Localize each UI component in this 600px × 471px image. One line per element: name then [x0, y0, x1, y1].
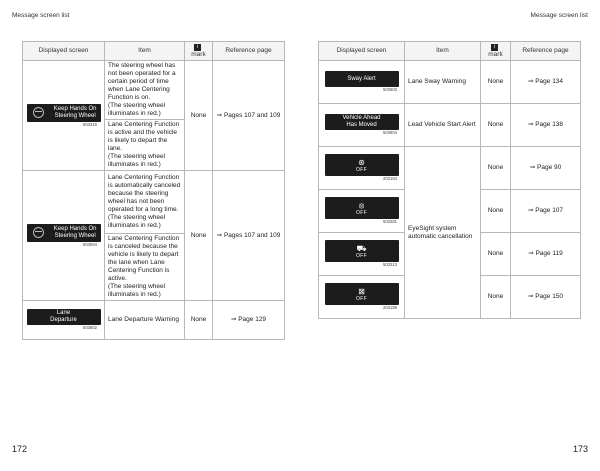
- col-displayed-screen: Displayed screen: [23, 42, 105, 61]
- page-number-right: 173: [572, 444, 588, 454]
- item-cell: The steering wheel has not been operated for a certain period of time when Lane Centering Function is on. (The steering wheel illuminates in red.): [105, 61, 185, 120]
- screen-cell: [23, 301, 105, 340]
- lane-keep-off-icon: ⦻: [358, 200, 365, 210]
- reference-cell: ⇒ Page 129: [213, 301, 285, 340]
- display-screen: Sway Alert: [325, 71, 399, 87]
- display-screen: ⛟ OFF: [325, 240, 399, 262]
- display-screen: Vehicle Ahead Has Moved: [325, 114, 399, 130]
- reference-cell: ⇒ Pages 107 and 109: [213, 171, 285, 301]
- car-front-off-icon: ⛟: [356, 243, 367, 253]
- steering-wheel-icon: [33, 227, 44, 238]
- mark-cell: None: [481, 276, 511, 319]
- item-cell: Lead Vehicle Start Alert: [405, 104, 481, 147]
- screen-cell: [319, 233, 405, 276]
- col-item: Item: [405, 42, 481, 61]
- item-cell: Lane Centering Function is canceled because the vehicle is likely to depart the lane when Lane Centering Function is active. (The steering wheel illuminates in red.): [105, 234, 185, 301]
- mark-cell: None: [185, 61, 213, 171]
- display-screen: Lane Departure: [27, 309, 101, 325]
- screen-code: 203184: [383, 176, 397, 181]
- reference-cell: ⇒ Page 107: [511, 190, 581, 233]
- screen-cell: [319, 104, 405, 147]
- steering-wheel-icon: [33, 107, 44, 118]
- display-screen: Keep Hands On Steering Wheel: [27, 224, 101, 242]
- col-mark: imark: [481, 42, 511, 61]
- screen-cell: [23, 171, 105, 301]
- screen-code: 503316: [83, 121, 97, 127]
- screen-cell: [319, 276, 405, 319]
- screen-code: 203188: [383, 305, 397, 310]
- item-cell: EyeSight system automatic cancellation: [405, 147, 481, 319]
- screen-code: 503564: [83, 241, 97, 247]
- left-message-table: [22, 41, 285, 340]
- screen-cell: [319, 147, 405, 190]
- header-left-title: Message screen list: [12, 12, 70, 19]
- col-reference-page: Reference page: [213, 42, 285, 61]
- mark-cell: None: [185, 301, 213, 340]
- screen-code: 503313: [383, 262, 397, 267]
- display-screen: ⦻ OFF: [325, 197, 399, 219]
- screen-code: 503381: [383, 219, 397, 224]
- screen-cell: [23, 61, 105, 171]
- reference-cell: ⇒ Pages 107 and 109: [213, 61, 285, 171]
- mark-cell: None: [185, 171, 213, 301]
- info-mark-icon: i: [194, 44, 201, 51]
- reference-cell: ⇒ Page 90: [511, 147, 581, 190]
- col-item: Item: [105, 42, 185, 61]
- info-mark-icon: i: [491, 44, 498, 51]
- reference-cell: ⇒ Page 138: [511, 104, 581, 147]
- col-mark: imark: [185, 42, 213, 61]
- mark-cell: None: [481, 233, 511, 276]
- mark-cell: None: [481, 104, 511, 147]
- col-displayed-screen: Displayed screen: [319, 42, 405, 61]
- display-screen: ⊛ OFF: [325, 154, 399, 176]
- item-cell: Lane Centering Function is automatically canceled because the steering wheel has not been operated for a long time. (The steering wheel illuminates in red.): [105, 171, 185, 234]
- screen-cell: [319, 61, 405, 104]
- reference-cell: ⇒ Page 119: [511, 233, 581, 276]
- screen-cell: [319, 190, 405, 233]
- col-reference-page: Reference page: [511, 42, 581, 61]
- mark-cell: None: [481, 147, 511, 190]
- page-number-left: 172: [12, 444, 28, 454]
- item-cell: Lane Sway Warning: [405, 61, 481, 104]
- item-cell: Lane Departure Warning: [105, 301, 185, 340]
- camera-off-icon: ⊠: [358, 286, 365, 296]
- steering-assist-off-icon: ⊛: [358, 157, 365, 167]
- right-message-table: [318, 41, 581, 319]
- item-cell: Lane Centering Function is active and the vehicle is likely to depart the lane. (The steering wheel illuminates in red.): [105, 120, 185, 171]
- mark-cell: None: [481, 61, 511, 104]
- reference-cell: ⇒ Page 150: [511, 276, 581, 319]
- screen-code: 503603: [383, 87, 397, 92]
- screen-code: 503604: [383, 130, 397, 135]
- display-screen: Keep Hands On Steering Wheel: [27, 104, 101, 122]
- reference-cell: ⇒ Page 134: [511, 61, 581, 104]
- screen-code: 503602: [83, 325, 97, 330]
- display-screen: ⊠ OFF: [325, 283, 399, 305]
- mark-cell: None: [481, 190, 511, 233]
- header-right-title: Message screen list: [530, 12, 588, 19]
